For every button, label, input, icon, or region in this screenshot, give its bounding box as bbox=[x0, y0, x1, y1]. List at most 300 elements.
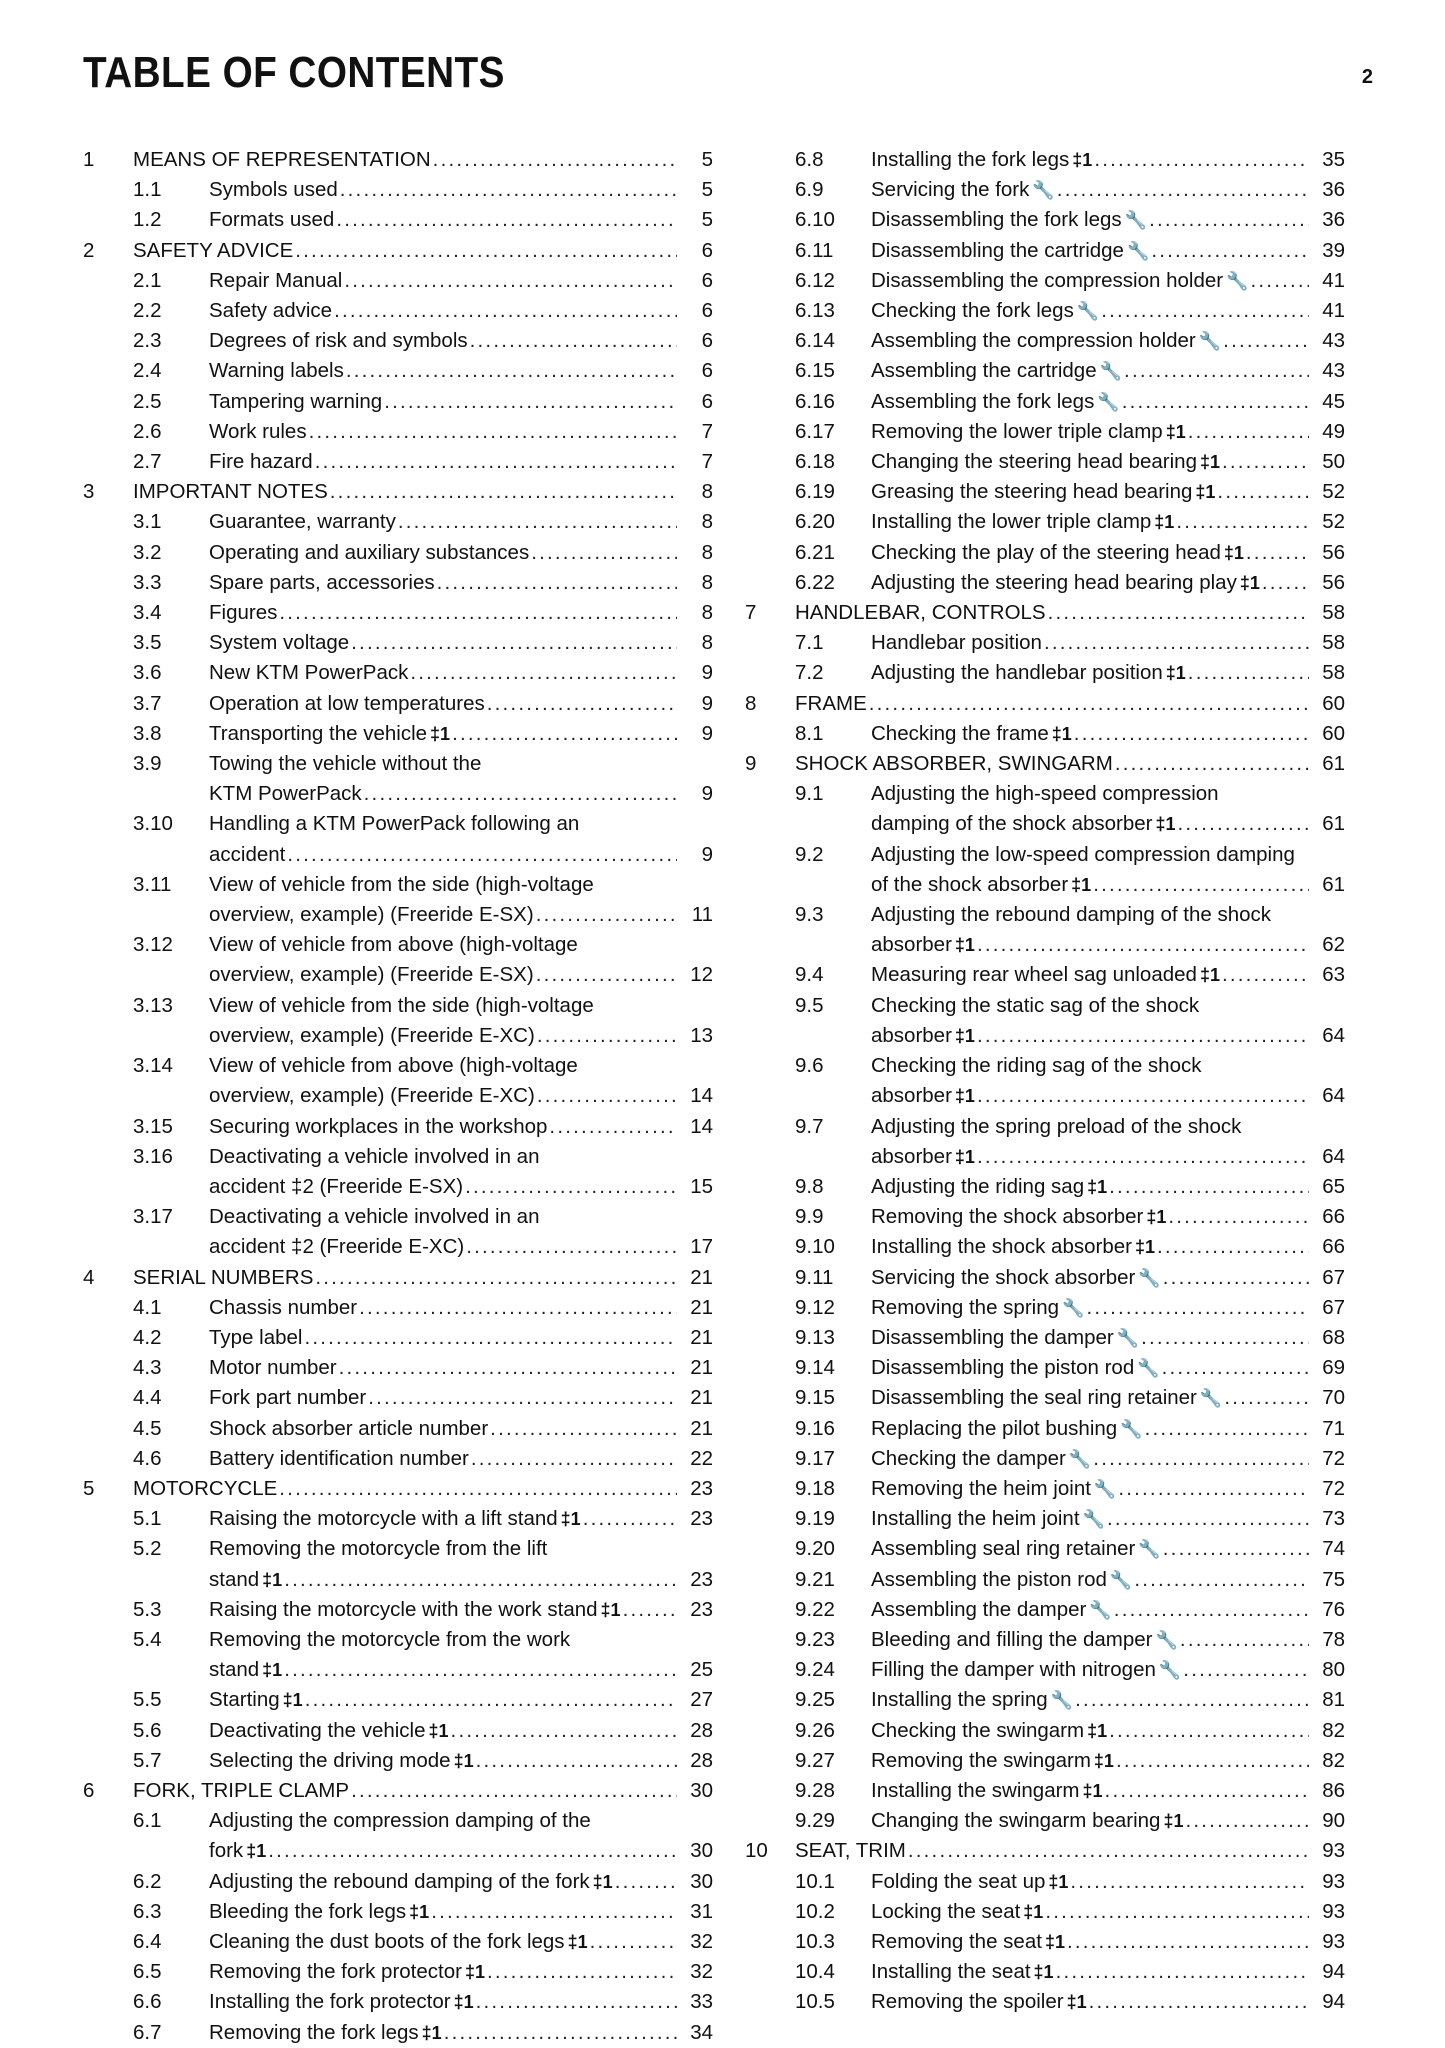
toc-entry-title: of the shock absorber bbox=[871, 872, 1069, 896]
toc-page-number: 21 bbox=[690, 1356, 713, 1380]
toc-entry[interactable] bbox=[83, 598, 713, 628]
dot-leader bbox=[1045, 1897, 1309, 1927]
toc-entry[interactable] bbox=[83, 296, 713, 326]
toc-entry-title: Checking the riding sag of the shock bbox=[871, 1054, 1202, 1078]
toc-entry-number: 5 bbox=[83, 1476, 95, 1500]
toc-page-number: 63 bbox=[1322, 963, 1345, 987]
toc-entry[interactable] bbox=[83, 658, 713, 688]
toc-entry[interactable] bbox=[83, 266, 713, 296]
toc-entry-number: 6.14 bbox=[795, 329, 835, 353]
toc-entry[interactable] bbox=[745, 1232, 1345, 1262]
dot-leader bbox=[1178, 809, 1309, 839]
toc-entry[interactable] bbox=[745, 387, 1345, 417]
dot-leader bbox=[1162, 1353, 1309, 1383]
toc-entry-number: 6.16 bbox=[795, 389, 835, 413]
toc-entry-number: 6.11 bbox=[795, 238, 834, 262]
toc-entry[interactable] bbox=[83, 1414, 713, 1444]
toc-entry[interactable] bbox=[745, 719, 1345, 749]
toc-entry[interactable] bbox=[83, 1112, 713, 1142]
toc-entry-title: Installing the swingarm bbox=[871, 1778, 1080, 1802]
toc-entry[interactable] bbox=[83, 1716, 713, 1746]
toc-entry-title: Installing the heim joint bbox=[871, 1507, 1080, 1531]
toc-entry-number: 9 bbox=[745, 752, 757, 776]
toc-entry[interactable] bbox=[745, 568, 1345, 598]
dot-leader bbox=[451, 1716, 677, 1746]
toc-entry-title: Installing the spring bbox=[871, 1688, 1048, 1712]
toc-entry-number: 2 bbox=[83, 238, 95, 262]
toc-entry-number: 4.1 bbox=[133, 1295, 162, 1319]
toc-entry-number: 9.7 bbox=[795, 1114, 824, 1138]
toc-entry-number: 9.27 bbox=[795, 1748, 835, 1772]
toc-entry[interactable] bbox=[83, 1595, 713, 1625]
toc-entry[interactable] bbox=[745, 900, 1345, 960]
difficulty-level-icon: ‡1 bbox=[428, 1720, 449, 1741]
toc-entry-title: Raising the motorcycle with the work stand bbox=[209, 1597, 598, 1621]
toc-entry[interactable] bbox=[745, 1927, 1345, 1957]
toc-entry-title: Raising the motorcycle with a lift stand bbox=[209, 1507, 558, 1531]
toc-entry-number: 9.12 bbox=[795, 1295, 835, 1319]
toc-entry[interactable] bbox=[745, 658, 1345, 688]
dot-leader bbox=[1188, 417, 1309, 447]
toc-entry[interactable] bbox=[83, 719, 713, 749]
toc-entry-number: 6.18 bbox=[795, 450, 835, 474]
dot-leader bbox=[1056, 1957, 1309, 1987]
difficulty-level-icon: ‡1 bbox=[1051, 723, 1072, 744]
dot-leader bbox=[1157, 1232, 1309, 1262]
wrench-icon: 🔧 bbox=[1109, 1569, 1133, 1590]
toc-chapter[interactable] bbox=[83, 1263, 713, 1293]
toc-page-number: 76 bbox=[1322, 1597, 1345, 1621]
toc-entry-title: Chassis number bbox=[209, 1295, 358, 1319]
difficulty-level-icon: ‡1 bbox=[1087, 1720, 1108, 1741]
toc-entry[interactable] bbox=[745, 1897, 1345, 1927]
toc-entry-number: 9.4 bbox=[795, 963, 824, 987]
dot-leader bbox=[1222, 960, 1309, 990]
toc-page-number: 11 bbox=[691, 903, 713, 927]
toc-entry-number: 9.2 bbox=[795, 842, 824, 866]
toc-entry-number: 9.29 bbox=[795, 1809, 835, 1833]
toc-entry[interactable] bbox=[745, 477, 1345, 507]
toc-entry[interactable] bbox=[83, 1746, 713, 1776]
difficulty-level-icon: ‡1 bbox=[1199, 965, 1220, 986]
dot-leader bbox=[431, 1897, 677, 1927]
wrench-icon: 🔧 bbox=[1097, 391, 1120, 412]
dot-leader bbox=[977, 1081, 1309, 1111]
toc-entry[interactable] bbox=[83, 1806, 713, 1866]
toc-entry-number: 6.5 bbox=[133, 1960, 162, 1984]
toc-chapter[interactable] bbox=[83, 236, 713, 266]
toc-page-number: 80 bbox=[1322, 1658, 1345, 1682]
toc-entry-title: Removing the fork protector bbox=[209, 1960, 462, 1984]
toc-entry-number: 9.13 bbox=[795, 1325, 835, 1349]
toc-entry[interactable] bbox=[83, 749, 713, 809]
toc-entry[interactable] bbox=[745, 1957, 1345, 1987]
toc-entry[interactable] bbox=[745, 1474, 1345, 1504]
toc-entry[interactable] bbox=[83, 1867, 713, 1897]
toc-entry-number: 3.4 bbox=[133, 601, 162, 625]
toc-entry-number: 9.26 bbox=[795, 1718, 835, 1742]
dot-leader bbox=[304, 1323, 677, 1353]
toc-entry[interactable] bbox=[745, 1987, 1345, 2017]
toc-entry-number: 2.2 bbox=[133, 299, 162, 323]
toc-entry-number: 3.2 bbox=[133, 540, 162, 564]
toc-page-number: 72 bbox=[1322, 1446, 1345, 1470]
toc-entry-number: 9.17 bbox=[795, 1446, 835, 1470]
toc-entry-number: 5.7 bbox=[133, 1748, 162, 1772]
dot-leader bbox=[351, 628, 677, 658]
toc-entry-title: Disassembling the compression holder bbox=[871, 268, 1224, 292]
toc-entry[interactable] bbox=[745, 1383, 1345, 1413]
toc-page-number: 23 bbox=[690, 1476, 713, 1500]
toc-entry[interactable] bbox=[745, 417, 1345, 447]
dot-leader bbox=[287, 840, 677, 870]
toc-entry[interactable] bbox=[745, 1867, 1345, 1897]
toc-entry[interactable] bbox=[745, 205, 1345, 235]
toc-chapter[interactable] bbox=[745, 598, 1345, 628]
toc-chapter[interactable] bbox=[83, 477, 713, 507]
toc-entry-title: Assembling the piston rod bbox=[871, 1567, 1107, 1591]
dot-leader bbox=[1246, 538, 1309, 568]
toc-entry[interactable] bbox=[83, 1293, 713, 1323]
toc-entry-number: 6.8 bbox=[795, 148, 824, 171]
toc-entry[interactable] bbox=[745, 960, 1345, 990]
toc-entry-title: absorber bbox=[871, 1144, 952, 1168]
toc-chapter[interactable] bbox=[83, 145, 713, 175]
dot-leader bbox=[315, 1263, 677, 1293]
dot-leader bbox=[295, 236, 677, 266]
toc-entry[interactable] bbox=[745, 1414, 1345, 1444]
toc-page-number: 9 bbox=[701, 691, 713, 715]
difficulty-level-icon: ‡1 bbox=[1223, 542, 1244, 563]
toc-entry-number: 6.2 bbox=[133, 1869, 162, 1893]
toc-entry-title: Handlebar position bbox=[871, 631, 1042, 655]
wrench-icon: 🔧 bbox=[1226, 270, 1249, 291]
toc-entry[interactable] bbox=[745, 145, 1345, 175]
toc-entry-title: Warning labels bbox=[209, 359, 344, 383]
toc-entry[interactable] bbox=[83, 417, 713, 447]
page-number: 2 bbox=[1361, 66, 1373, 88]
toc-page-number: 93 bbox=[1322, 1929, 1345, 1953]
difficulty-level-icon: ‡1 bbox=[1033, 1962, 1054, 1983]
toc-page-number: 7 bbox=[701, 419, 713, 443]
toc-page-number: 52 bbox=[1322, 510, 1345, 534]
toc-chapter[interactable] bbox=[745, 749, 1345, 779]
toc-entry[interactable] bbox=[83, 930, 713, 990]
toc-page-number: 14 bbox=[690, 1084, 713, 1108]
toc-entry-title: Deactivating a vehicle involved in an bbox=[209, 1205, 540, 1229]
toc-entry[interactable] bbox=[83, 1353, 713, 1383]
toc-entry[interactable] bbox=[83, 447, 713, 477]
toc-entry[interactable] bbox=[745, 507, 1345, 537]
toc-entry-number: 1 bbox=[83, 148, 95, 171]
toc-page-number: 93 bbox=[1322, 1839, 1345, 1863]
toc-entry[interactable] bbox=[745, 1655, 1345, 1685]
toc-entry-number: 9.6 bbox=[795, 1054, 824, 1078]
toc-entry[interactable] bbox=[745, 175, 1345, 205]
dot-leader bbox=[1057, 175, 1309, 205]
toc-entry-number: 8.1 bbox=[795, 721, 824, 745]
toc-entry-title: Adjusting the rebound damping of the fork bbox=[209, 1869, 590, 1893]
toc-page-number: 58 bbox=[1322, 601, 1345, 625]
wrench-icon: 🔧 bbox=[1099, 361, 1123, 382]
dot-leader bbox=[583, 1504, 677, 1534]
toc-entry[interactable] bbox=[745, 1716, 1345, 1746]
toc-entry[interactable] bbox=[83, 507, 713, 537]
toc-chapter[interactable] bbox=[83, 1474, 713, 1504]
wrench-icon: 🔧 bbox=[1076, 301, 1100, 322]
toc-page-number: 28 bbox=[690, 1748, 713, 1772]
toc-entry-number: 10 bbox=[745, 1839, 768, 1863]
toc-entry[interactable] bbox=[745, 991, 1345, 1051]
toc-chapter[interactable] bbox=[745, 1836, 1345, 1866]
dot-leader bbox=[268, 1836, 677, 1866]
dot-leader bbox=[537, 1021, 677, 1051]
dot-leader bbox=[615, 1867, 677, 1897]
toc-entry-title: Assembling the fork legs bbox=[871, 389, 1095, 413]
dot-leader bbox=[1074, 719, 1309, 749]
toc-entry[interactable] bbox=[83, 809, 713, 869]
toc-entry-title: Deactivating a vehicle involved in an bbox=[209, 1144, 540, 1168]
toc-entry[interactable] bbox=[83, 1504, 713, 1534]
toc-entry-title: Disassembling the damper bbox=[871, 1325, 1114, 1349]
dot-leader bbox=[1145, 1414, 1309, 1444]
toc-page-number: 45 bbox=[1322, 389, 1345, 413]
toc-page-number: 9 bbox=[701, 842, 713, 866]
dot-leader bbox=[1124, 356, 1309, 386]
toc-page-number: 28 bbox=[690, 1718, 713, 1742]
toc-entry-title: View of vehicle from above (high-voltage bbox=[209, 1054, 578, 1078]
dot-leader bbox=[1067, 1927, 1309, 1957]
toc-entry[interactable] bbox=[745, 1776, 1345, 1806]
toc-entry[interactable] bbox=[745, 1806, 1345, 1836]
toc-entry-number: 5.1 bbox=[133, 1507, 162, 1531]
toc-page-number: 74 bbox=[1322, 1537, 1345, 1561]
toc-entry[interactable] bbox=[745, 1565, 1345, 1595]
dot-leader bbox=[487, 689, 677, 719]
toc-column-left bbox=[83, 145, 713, 2048]
toc-entry[interactable] bbox=[745, 296, 1345, 326]
dot-leader bbox=[279, 1474, 677, 1504]
toc-entry[interactable] bbox=[83, 1323, 713, 1353]
toc-entry[interactable] bbox=[745, 1504, 1345, 1534]
toc-entry[interactable] bbox=[745, 1625, 1345, 1655]
dot-leader bbox=[452, 719, 677, 749]
dot-leader bbox=[330, 477, 677, 507]
toc-entry-title: System voltage bbox=[209, 631, 350, 655]
toc-entry-title: New KTM PowerPack bbox=[209, 661, 409, 685]
toc-entry-number: 3 bbox=[83, 480, 95, 504]
toc-entry[interactable] bbox=[745, 1263, 1345, 1293]
wrench-icon: 🔧 bbox=[1124, 210, 1148, 231]
toc-entry[interactable] bbox=[83, 1202, 713, 1262]
toc-entry-title: Disassembling the seal ring retainer bbox=[871, 1386, 1197, 1410]
toc-entry[interactable] bbox=[745, 1112, 1345, 1172]
toc-page-number: 21 bbox=[690, 1295, 713, 1319]
toc-page-number: 34 bbox=[690, 2020, 713, 2044]
toc-entry-title: MOTORCYCLE bbox=[133, 1476, 278, 1500]
wrench-icon: 🔧 bbox=[1082, 1509, 1105, 1530]
toc-entry[interactable] bbox=[745, 1293, 1345, 1323]
toc-entry[interactable] bbox=[83, 628, 713, 658]
toc-entry-number: 1.2 bbox=[133, 208, 162, 232]
toc-page-number: 86 bbox=[1322, 1778, 1345, 1802]
toc-entry-number: 4.6 bbox=[133, 1446, 162, 1470]
wrench-icon: 🔧 bbox=[1138, 1267, 1161, 1288]
toc-page-number: 68 bbox=[1322, 1325, 1345, 1349]
toc-page-number: 8 bbox=[701, 601, 713, 625]
dot-leader bbox=[1070, 1867, 1309, 1897]
toc-entry[interactable] bbox=[83, 689, 713, 719]
toc-entry-number: 10.4 bbox=[795, 1960, 835, 1984]
dot-leader bbox=[487, 1957, 677, 1987]
toc-entry[interactable] bbox=[745, 1202, 1345, 1232]
toc-page-number: 67 bbox=[1322, 1265, 1345, 1289]
page-title: TABLE OF CONTENTS bbox=[83, 48, 505, 97]
toc-entry[interactable] bbox=[83, 1897, 713, 1927]
toc-entry[interactable] bbox=[745, 1051, 1345, 1111]
toc-entry-number: 9.23 bbox=[795, 1627, 835, 1651]
toc-entry-title: accident bbox=[209, 842, 286, 866]
toc-entry[interactable] bbox=[83, 1927, 713, 1957]
difficulty-level-icon: ‡1 bbox=[567, 1931, 588, 1952]
toc-entry-title: Shock absorber article number bbox=[209, 1416, 489, 1440]
difficulty-level-icon: ‡1 bbox=[1165, 663, 1186, 684]
difficulty-level-icon: ‡1 bbox=[1163, 1811, 1184, 1832]
toc-entry-number: 6.10 bbox=[795, 208, 835, 232]
toc-entry-title: Safety advice bbox=[209, 299, 333, 323]
toc-entry[interactable] bbox=[745, 1746, 1345, 1776]
toc-entry-title: FRAME bbox=[795, 691, 867, 715]
dot-leader bbox=[476, 1987, 677, 2017]
dot-leader bbox=[1116, 1746, 1309, 1776]
dot-leader bbox=[490, 1414, 677, 1444]
toc-entry[interactable] bbox=[83, 387, 713, 417]
toc-page-number: 36 bbox=[1322, 208, 1345, 232]
toc-entry-title: damping of the shock absorber bbox=[871, 812, 1153, 836]
toc-entry[interactable] bbox=[83, 1534, 713, 1594]
toc-entry-number: 5.6 bbox=[133, 1718, 162, 1742]
toc-page-number: 30 bbox=[690, 1869, 713, 1893]
toc-entry[interactable] bbox=[83, 991, 713, 1051]
toc-entry-number: 3.9 bbox=[133, 752, 162, 776]
dot-leader bbox=[1115, 749, 1309, 779]
toc-entry[interactable] bbox=[83, 1383, 713, 1413]
toc-entry-number: 7.2 bbox=[795, 661, 824, 685]
toc-chapter[interactable] bbox=[745, 689, 1345, 719]
toc-entry-title: Adjusting the low-speed compression damping bbox=[871, 842, 1295, 866]
toc-entry[interactable] bbox=[745, 628, 1345, 658]
toc-page-number: 66 bbox=[1322, 1205, 1345, 1229]
toc-entry-title: Assembling the damper bbox=[871, 1597, 1087, 1621]
difficulty-level-icon: ‡1 bbox=[421, 2022, 442, 2043]
toc-entry-number: 3.8 bbox=[133, 721, 162, 745]
toc-entry-title: IMPORTANT NOTES bbox=[133, 480, 328, 504]
toc-entry[interactable] bbox=[83, 1685, 713, 1715]
toc-entry-number: 9.5 bbox=[795, 993, 824, 1017]
toc-entry-title: absorber bbox=[871, 933, 952, 957]
toc-entry[interactable] bbox=[83, 1051, 713, 1111]
toc-page-number: 71 bbox=[1322, 1416, 1345, 1440]
toc-page-number: 93 bbox=[1322, 1899, 1345, 1923]
toc-entry[interactable] bbox=[745, 538, 1345, 568]
toc-entry[interactable] bbox=[83, 1957, 713, 1987]
toc-entry[interactable] bbox=[745, 326, 1345, 356]
toc-entry[interactable] bbox=[745, 236, 1345, 266]
toc-entry[interactable] bbox=[745, 266, 1345, 296]
dot-leader bbox=[344, 266, 677, 296]
toc-entry[interactable] bbox=[83, 568, 713, 598]
toc-entry[interactable] bbox=[745, 447, 1345, 477]
toc-entry[interactable] bbox=[745, 1323, 1345, 1353]
toc-entry-number: 9.10 bbox=[795, 1235, 835, 1259]
toc-entry[interactable] bbox=[83, 2018, 713, 2048]
toc-entry-title: Adjusting the spring preload of the shock bbox=[871, 1114, 1242, 1138]
toc-entry-number: 9.19 bbox=[795, 1507, 835, 1531]
toc-page-number: 41 bbox=[1322, 299, 1345, 323]
toc-entry[interactable] bbox=[745, 779, 1345, 839]
toc-entry[interactable] bbox=[83, 356, 713, 386]
toc-entry[interactable] bbox=[745, 840, 1345, 900]
toc-entry-title: Degrees of risk and symbols bbox=[209, 329, 468, 353]
toc-entry[interactable] bbox=[745, 1595, 1345, 1625]
toc-entry[interactable] bbox=[745, 1685, 1345, 1715]
dot-leader bbox=[1149, 205, 1309, 235]
toc-entry-number: 10.5 bbox=[795, 1990, 835, 2014]
dot-leader bbox=[1086, 1293, 1309, 1323]
dot-leader bbox=[1134, 1565, 1309, 1595]
toc-entry-number: 10.2 bbox=[795, 1899, 835, 1923]
toc-entry-title: Removing the heim joint bbox=[871, 1476, 1091, 1500]
toc-entry[interactable] bbox=[745, 1534, 1345, 1564]
difficulty-level-icon: ‡1 bbox=[1082, 1780, 1103, 1801]
toc-entry-title: Removing the spoiler bbox=[871, 1990, 1064, 2014]
toc-entry[interactable] bbox=[83, 1142, 713, 1202]
toc-entry[interactable] bbox=[83, 1625, 713, 1685]
wrench-icon: 🔧 bbox=[1068, 1448, 1092, 1469]
dot-leader bbox=[444, 2018, 677, 2048]
toc-entry[interactable] bbox=[745, 1353, 1345, 1383]
toc-entry-number: 5.4 bbox=[133, 1627, 162, 1651]
dot-leader bbox=[465, 1172, 677, 1202]
toc-entry-title: Installing the shock absorber bbox=[871, 1235, 1132, 1259]
toc-entry-title: Removing the spring bbox=[871, 1295, 1060, 1319]
toc-entry-number: 10.3 bbox=[795, 1929, 835, 1953]
dot-leader bbox=[1251, 266, 1309, 296]
toc-entry[interactable] bbox=[83, 1987, 713, 2017]
toc-chapter[interactable] bbox=[83, 1776, 713, 1806]
toc-page-number: 56 bbox=[1322, 570, 1345, 594]
toc-page-number: 5 bbox=[701, 208, 713, 232]
toc-entry-title: SERIAL NUMBERS bbox=[133, 1265, 314, 1289]
toc-entry[interactable] bbox=[83, 538, 713, 568]
toc-entry[interactable] bbox=[83, 870, 713, 930]
toc-entry[interactable] bbox=[745, 356, 1345, 386]
toc-entry-title: overview, example) (Freeride E-SX) bbox=[209, 903, 534, 927]
dot-leader bbox=[339, 1353, 677, 1383]
dot-leader bbox=[1151, 236, 1309, 266]
toc-entry[interactable] bbox=[83, 205, 713, 235]
toc-page-number: 12 bbox=[690, 963, 713, 987]
toc-page-number: 64 bbox=[1322, 1144, 1345, 1168]
difficulty-level-icon: ‡1 bbox=[600, 1599, 621, 1620]
toc-entry[interactable] bbox=[83, 1444, 713, 1474]
toc-entry[interactable] bbox=[83, 175, 713, 205]
toc-entry[interactable] bbox=[83, 326, 713, 356]
toc-entry-title: Fork part number bbox=[209, 1386, 367, 1410]
dot-leader bbox=[623, 1595, 677, 1625]
toc-entry[interactable] bbox=[745, 1444, 1345, 1474]
toc-entry[interactable] bbox=[745, 1172, 1345, 1202]
